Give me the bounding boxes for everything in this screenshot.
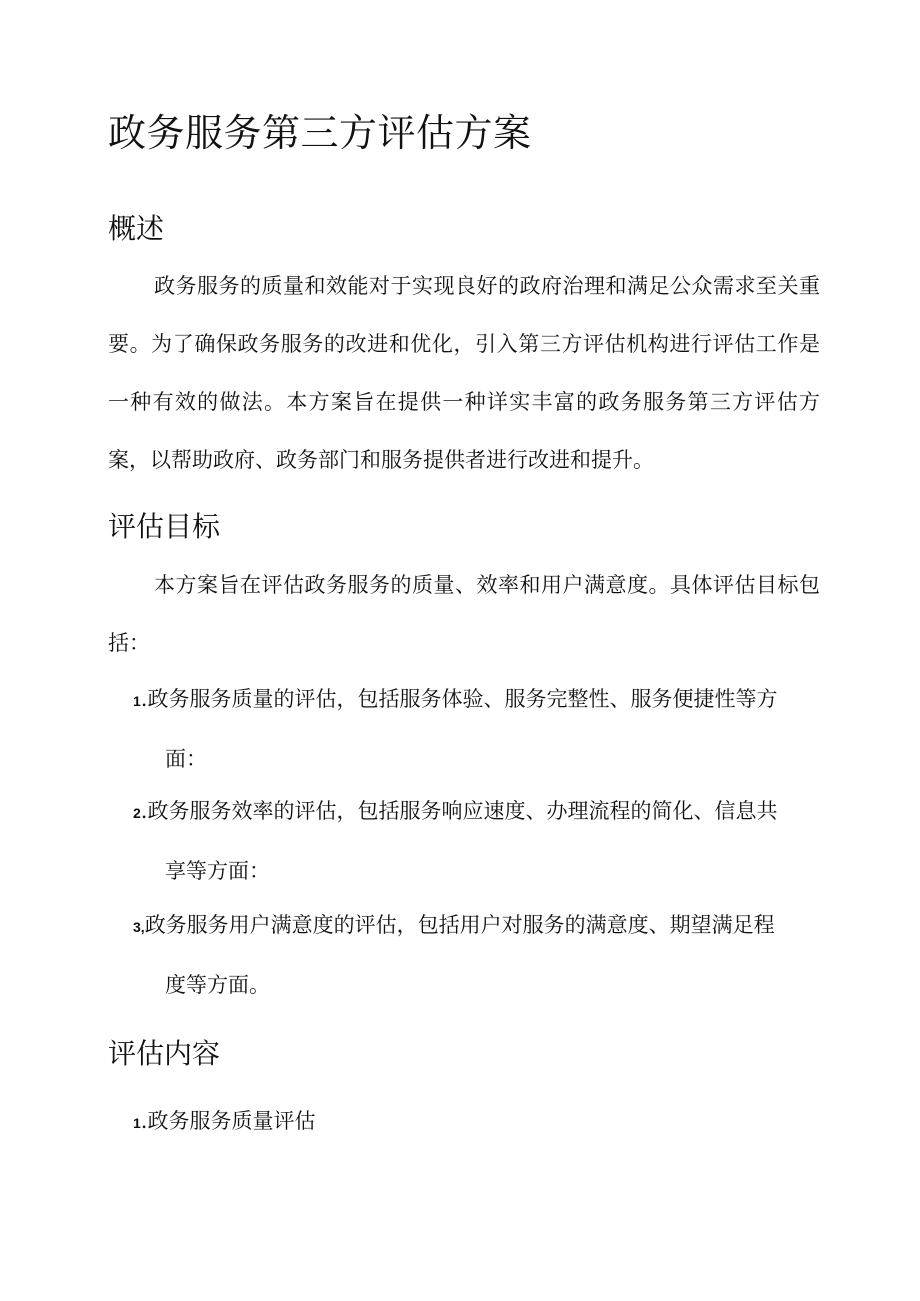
goal-item-1-text: .政务服务质量的评估，包括服务体验、服务完整性、服务便捷性等方 — [140, 687, 778, 711]
goal-item-2-number: 2 — [133, 805, 141, 821]
content-item-1 — [133, 1092, 823, 1152]
goal-item-1-continuation: 面： — [165, 747, 207, 771]
goal-item-2-continuation: 享等方面： — [165, 859, 270, 883]
goal-item-2-text: .政务服务效率的评估，包括服务响应速度、办理流程的简化、信息共 — [140, 799, 778, 823]
content-item-1-number: 1 — [133, 1115, 141, 1131]
goal-item-3-continuation: 度等方面。 — [165, 973, 270, 997]
section-heading-goals: 评估目标 — [108, 510, 221, 543]
goal-item-3-text: 政务服务用户满意度的评估，包括用户对服务的满意度、期望满足程 — [144, 913, 775, 937]
goal-item-2 — [133, 782, 823, 900]
content-item-1-text: .政务服务质量评估 — [140, 1109, 316, 1133]
document-title: 政务服务第三方评估方案 — [108, 111, 532, 155]
overview-paragraph: 政务服务的质量和效能对于实现良好的政府治理和满足公众需求至关重要。为了确保政务服务的改进和优化，引入第三方评估机构进行评估工作是一种有效的做法。本方案旨在提供一种详实丰富的政务服务第三方评估方案，以帮助政府、政务部门和服务提供者进行改进和提升。 — [108, 274, 820, 472]
section-heading-overview: 概述 — [108, 212, 165, 245]
goal-item-1-number: 1 — [133, 693, 141, 709]
goal-item-3-number: 3, — [133, 919, 145, 935]
goal-item-1 — [133, 670, 823, 788]
goal-item-3 — [133, 896, 823, 1014]
section-heading-content: 评估内容 — [108, 1037, 221, 1070]
goals-paragraph: 本方案旨在评估政务服务的质量、效率和用户满意度。具体评估目标包括： — [108, 573, 820, 655]
